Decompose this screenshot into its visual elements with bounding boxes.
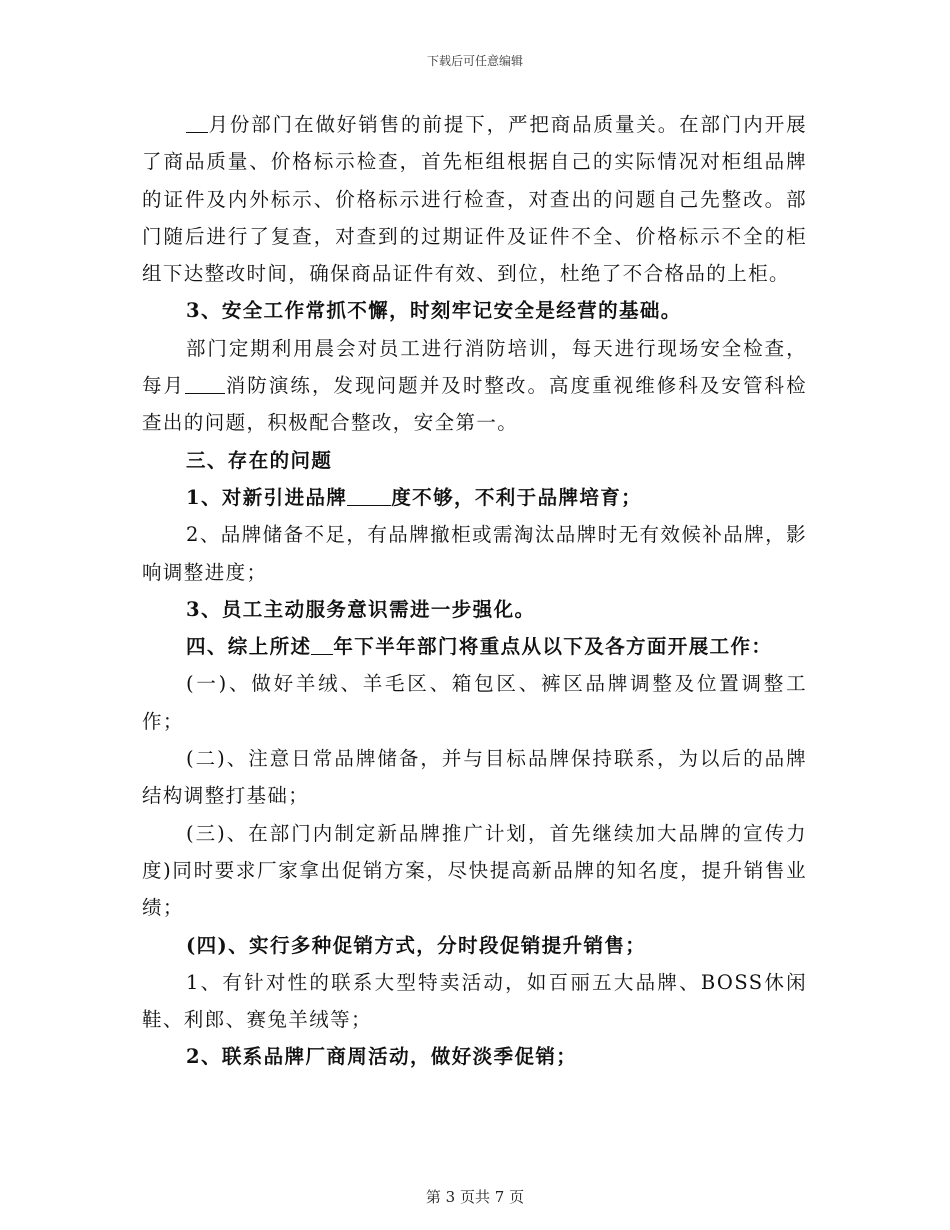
fill-in-blank (347, 485, 391, 506)
promotion-item-1: 1、有针对性的联系大型特卖活动，如百丽五大品牌、BOSS休闲鞋、利郎、赛兔羊绒等； (142, 970, 807, 1032)
plan-item-3: (三)、在部门内制定新品牌推广计划，首先继续加大品牌的宣传力度)同时要求厂家拿出促销方案，尽快提高新品牌的知名度，提升销售业绩； (142, 821, 807, 920)
paragraph-quality-control (142, 106, 807, 292)
promotion-item-2: 2、联系品牌厂商周活动，做好淡季促销； (186, 1045, 578, 1069)
problem-item-2: 2、品牌储备不足，有品牌撤柜或需淘汰品牌时无有效候补品牌，影响调整进度； (142, 523, 807, 584)
paragraph-text: 度不够，不利于品牌培育； (391, 485, 643, 509)
fill-in-blank (185, 373, 225, 394)
problem-item-3: 3、员工主动服务意识需进一步强化。 (186, 597, 536, 621)
heading-existing-problems: 三、存在的问题 (186, 448, 333, 472)
heading-summary (142, 628, 807, 665)
plan-item-4: (四)、实行多种促销方式，分时段促销提升销售； (186, 933, 647, 957)
paragraph-text: 四、综上所述 (186, 635, 312, 659)
paragraph-fire-training (142, 330, 807, 442)
paragraph-text: 月份部门在做好销售的前提下，严把商品质量关。在部门内开展了商品质量、价格标示检查，首先柜组根据自己的实际情况对柜组品牌的证件及内外标示、价格标示进行检查，对查出的问题自己先整改。部门随后进行了复查，对查到的过期证件及证件不全、价格标示不全的柜组下达整改时间，确保商品证件有效、到位，杜绝了不合格品的上柜。 (142, 113, 807, 286)
heading-safety-work: 3、安全工作常抓不懈，时刻牢记安全是经营的基础。 (186, 299, 682, 323)
plan-item-2: (二)、注意日常品牌储备，并与目标品牌保持联系，为以后的品牌结构调整打基础； (142, 747, 807, 808)
page-header: 下载后可任意编辑 (426, 54, 523, 68)
page-footer: 第 3 页共 7 页 (425, 1188, 525, 1206)
paragraph-text: 年下半年部门将重点从以下及各方面开展工作： (333, 635, 773, 659)
fill-in-blank (311, 634, 333, 655)
plan-item-1: (一)、做好羊绒、羊毛区、箱包区、裤区品牌调整及位置调整工作； (142, 672, 807, 733)
paragraph-text: 消防演练，发现问题并及时整改。高度重视维修科及安管科检查出的问题，积极配合整改，安全第一。 (142, 374, 807, 435)
paragraph-text: 1、对新引进品牌 (186, 485, 348, 509)
fill-in-blank (186, 112, 208, 133)
problem-item-1 (142, 479, 807, 516)
document-body (142, 106, 807, 1076)
paragraph-text: 部门定期利用晨会对员工进行消防培训，每天进行现场安全检查，每月 (142, 336, 807, 398)
